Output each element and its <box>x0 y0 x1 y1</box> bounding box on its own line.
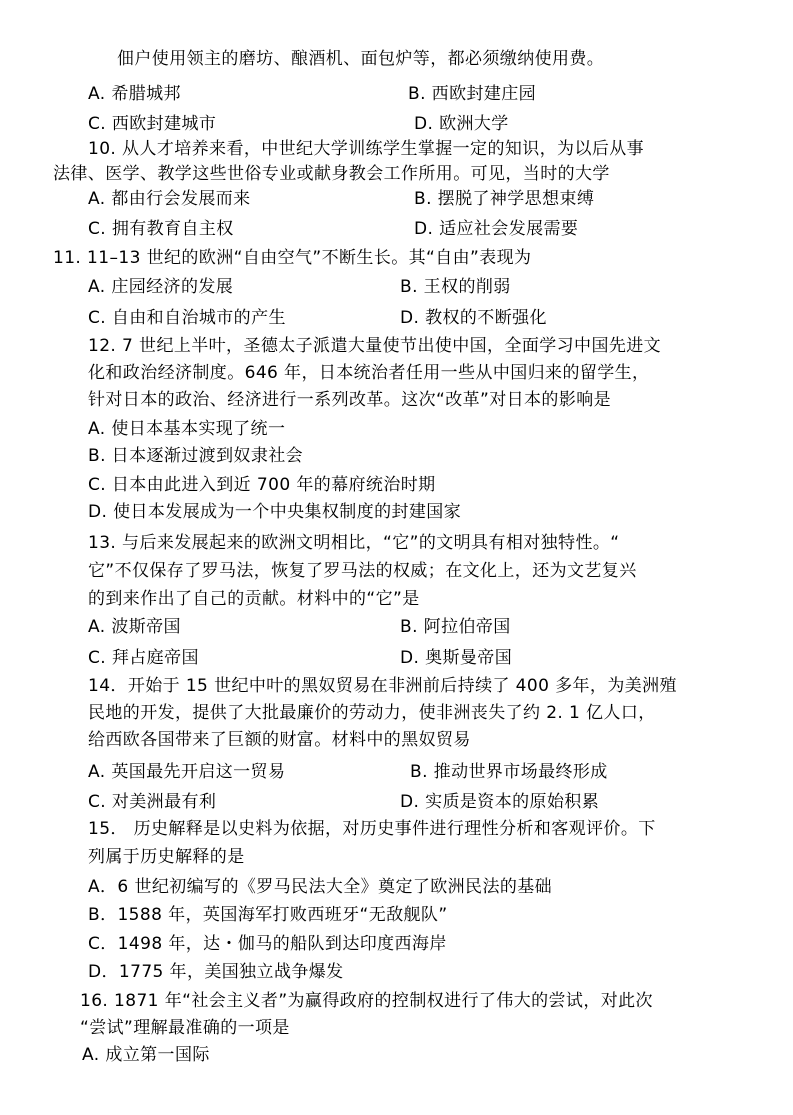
option-d: D. 使日本发展成为一个中央集权制度的封建国家 <box>88 502 462 522</box>
option-d: D．1775 年，美国独立战争爆发 <box>88 962 344 982</box>
question-14: 14．开始于 15 世纪中叶的黑奴贸易在非洲前后持续了 400 多年，为美洲殖 <box>88 676 677 696</box>
option-d: D. 适应社会发展需要 <box>414 219 579 239</box>
option-c: C. 对美洲最有利 <box>88 792 217 812</box>
option-c: C. 拥有教育自主权 <box>88 219 234 239</box>
text-line: 民地的开发，提供了大批最廉价的劳动力，使非洲丧失了约 2. 1 亿人口， <box>88 703 656 723</box>
option-a: A. 都由行会发展而来 <box>88 189 251 209</box>
option-c: C. 拜占庭帝国 <box>88 648 199 668</box>
option-a: A. 成立第一国际 <box>82 1045 210 1065</box>
question-10: 10. 从人才培养来看，中世纪大学训练学生掌握一定的知识，为以后从事 <box>88 139 645 159</box>
text-line: 法律、医学、教学这些世俗专业或献身教会工作所用。可见，当时的大学 <box>53 164 610 184</box>
option-b: B. 日本逐渐过渡到奴隶社会 <box>88 446 304 466</box>
text-line: 它”不仅保存了罗马法，恢复了罗马法的权威；在文化上，还为文艺复兴 <box>88 561 637 581</box>
option-a: A. 波斯帝国 <box>88 617 181 637</box>
option-d: D. 实质是资本的原始积累 <box>400 792 600 812</box>
text-line: 列属于历史解释的是 <box>88 847 245 867</box>
option-a: A．6 世纪初编写的《罗马民法大全》奠定了欧洲民法的基础 <box>88 877 553 897</box>
option-b: B. 摆脱了神学思想束缚 <box>414 189 595 209</box>
option-b: B．1588 年，英国海军打败西班牙“无敌舰队” <box>88 905 448 925</box>
text-line: 针对日本的政治、经济进行一系列改革。这次“改革”对日本的影响是 <box>88 390 612 410</box>
option-d: D. 教权的不断强化 <box>400 308 547 328</box>
option-c: C. 西欧封建城市 <box>88 114 217 134</box>
option-a: A. 英国最先开启这一贸易 <box>88 762 286 782</box>
option-b: B. 阿拉伯帝国 <box>400 617 511 637</box>
text-line: “尝试”理解最准确的一项是 <box>80 1018 290 1038</box>
text-line: 的到来作出了自己的贡献。材料中的“它”是 <box>88 589 420 609</box>
text-line: 给西欧各国带来了巨额的财富。材料中的黑奴贸易 <box>88 730 471 750</box>
option-b: B. 西欧封建庄园 <box>408 84 537 104</box>
text-line: 佃户使用领主的磨坊、酿酒机、面包炉等，都必须缴纳使用费。 <box>117 49 605 69</box>
option-b: B. 推动世界市场最终形成 <box>410 762 608 782</box>
text-line: 化和政治经济制度。646 年，日本统治者任用一些从中国归来的留学生， <box>88 363 650 383</box>
option-a: A. 希腊城邦 <box>88 84 181 104</box>
question-11: 11. 11–13 世纪的欧洲“自由空气”不断生长。其“自由”表现为 <box>53 248 532 268</box>
question-12: 12. 7 世纪上半叶，圣德太子派遣大量使节出使中国，全面学习中国先进文 <box>88 336 662 356</box>
question-15: 15． 历史解释是以史料为依据，对历史事件进行理性分析和客观评价。下 <box>88 819 656 839</box>
question-16: 16. 1871 年“社会主义者”为赢得政府的控制权进行了伟大的尝试，对此次 <box>80 991 653 1011</box>
option-c: C．1498 年，达・伽马的船队到达印度西海岸 <box>88 934 447 954</box>
option-c: C. 自由和自治城市的产生 <box>88 308 286 328</box>
option-a: A. 使日本基本实现了统一 <box>88 419 286 439</box>
option-c: C. 日本由此进入到近 700 年的幕府统治时期 <box>88 475 436 495</box>
question-13: 13. 与后来发展起来的欧洲文明相比，“它”的文明具有相对独特性。“ <box>88 533 620 553</box>
option-d: D. 欧洲大学 <box>414 114 509 134</box>
option-a: A. 庄园经济的发展 <box>88 277 234 297</box>
option-d: D. 奥斯曼帝国 <box>400 648 513 668</box>
option-b: B. 王权的削弱 <box>400 277 511 297</box>
